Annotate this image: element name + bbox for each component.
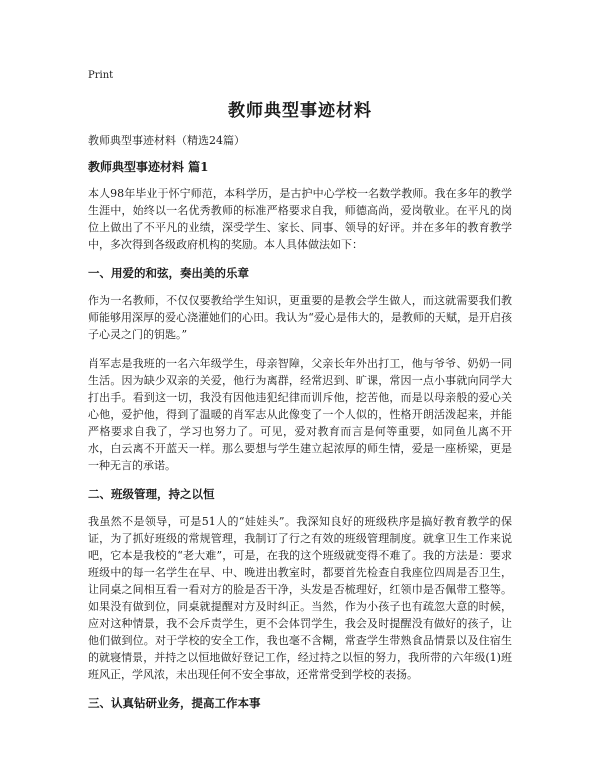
paragraph-love: 作为一名教师，不仅仅要教给学生知识，更重要的是教会学生做人，而这就需要我们教师能够用深厚的爱心浇灌她们的心田。我认为“爱心是伟大的，是教师的天赋，是开启孩子心灵之门的钥匙。” xyxy=(88,294,512,341)
print-link[interactable]: Print xyxy=(88,70,114,81)
section-heading-3: 三、认真钻研业务，提高工作本事 xyxy=(88,696,261,710)
section-heading-1: 一、用爱的和弦，奏出美的乐章 xyxy=(88,266,249,280)
document-title: 教师典型事迹材料 xyxy=(228,101,372,121)
paragraph-intro: 本人98年毕业于怀宁师范，本科学历，是古护中心学校一名数学教师。我在多年的教学生涯中，始终以一名优秀教师的标准严格要求自我，师德高尚，爱岗敬业。在平凡的岗位上做出了不平凡的业绩，深受学生、家长、同事、领导的好评。并在多年的教育教学中，多次得到各级政府机构的奖励。本人具体做法如下： xyxy=(88,187,512,251)
paragraph-student-story: 肖军志是我班的一名六年级学生，母亲智障，父亲长年外出打工，他与爷爷、奶奶一同生活。因为缺少双亲的关爱，他行为离群，经常迟到、旷课，常因一点小事就向同学大打出手。看到这一切，我没有因他违犯纪律而训斥他，挖苦他，而是以母亲般的爱心关心他，爱护他，得到了温暖的肖军志从此像变了一个人似的，性格开朗活泼起来，并能严格要求自我了，学习也努力了。可见，爱对教育而言是何等重要，如同鱼儿离不开水，白云离不开蓝天一样。那么要想与学生建立起浓厚的师生情，爱是一座桥梁，更是一种无言的承诺。 xyxy=(88,357,512,472)
article-heading: 教师典型事迹材料 篇1 xyxy=(88,160,209,174)
document-subtitle: 教师典型事迹材料（精选24篇） xyxy=(88,134,245,147)
article-body xyxy=(88,158,512,722)
section-heading-2: 二、班级管理，持之以恒 xyxy=(88,487,215,501)
paragraph-class-management: 我虽然不是领导，可是51人的“娃娃头”。我深知良好的班级秩序是搞好教育教学的保证，为了抓好班级的常规管理，我制订了行之有效的班级管理制度。就拿卫生工作来说吧，它本是我校的“老大难”，可是，在我的这个班级就变得不难了。我的方法是：要求班级中的每一名学生在早、中、晚进出教室时，都要首先检查自我座位四周是否卫生，让同桌之间相互看一看对方的脸是否干净，头发是否梳理好，红领巾是否佩带工整等。如果没有做到位，同桌就提醒对方及时纠正。当然，作为小孩子也有疏忽大意的时候，应对这种情景，我不会斥责学生，更不会体罚学生，我会及时提醒没有做好的孩子，让他们做到位。对于学校的安全工作，我也毫不含糊，常查学生带熟食品情景以及住宿生的就寝情景，并持之以恒地做好登记工作，经过持之以恒的努力，我所带的六年级(1)班班风正，学风浓，未出现任何不安全事故，还常常受到学校的表扬。 xyxy=(88,515,512,681)
